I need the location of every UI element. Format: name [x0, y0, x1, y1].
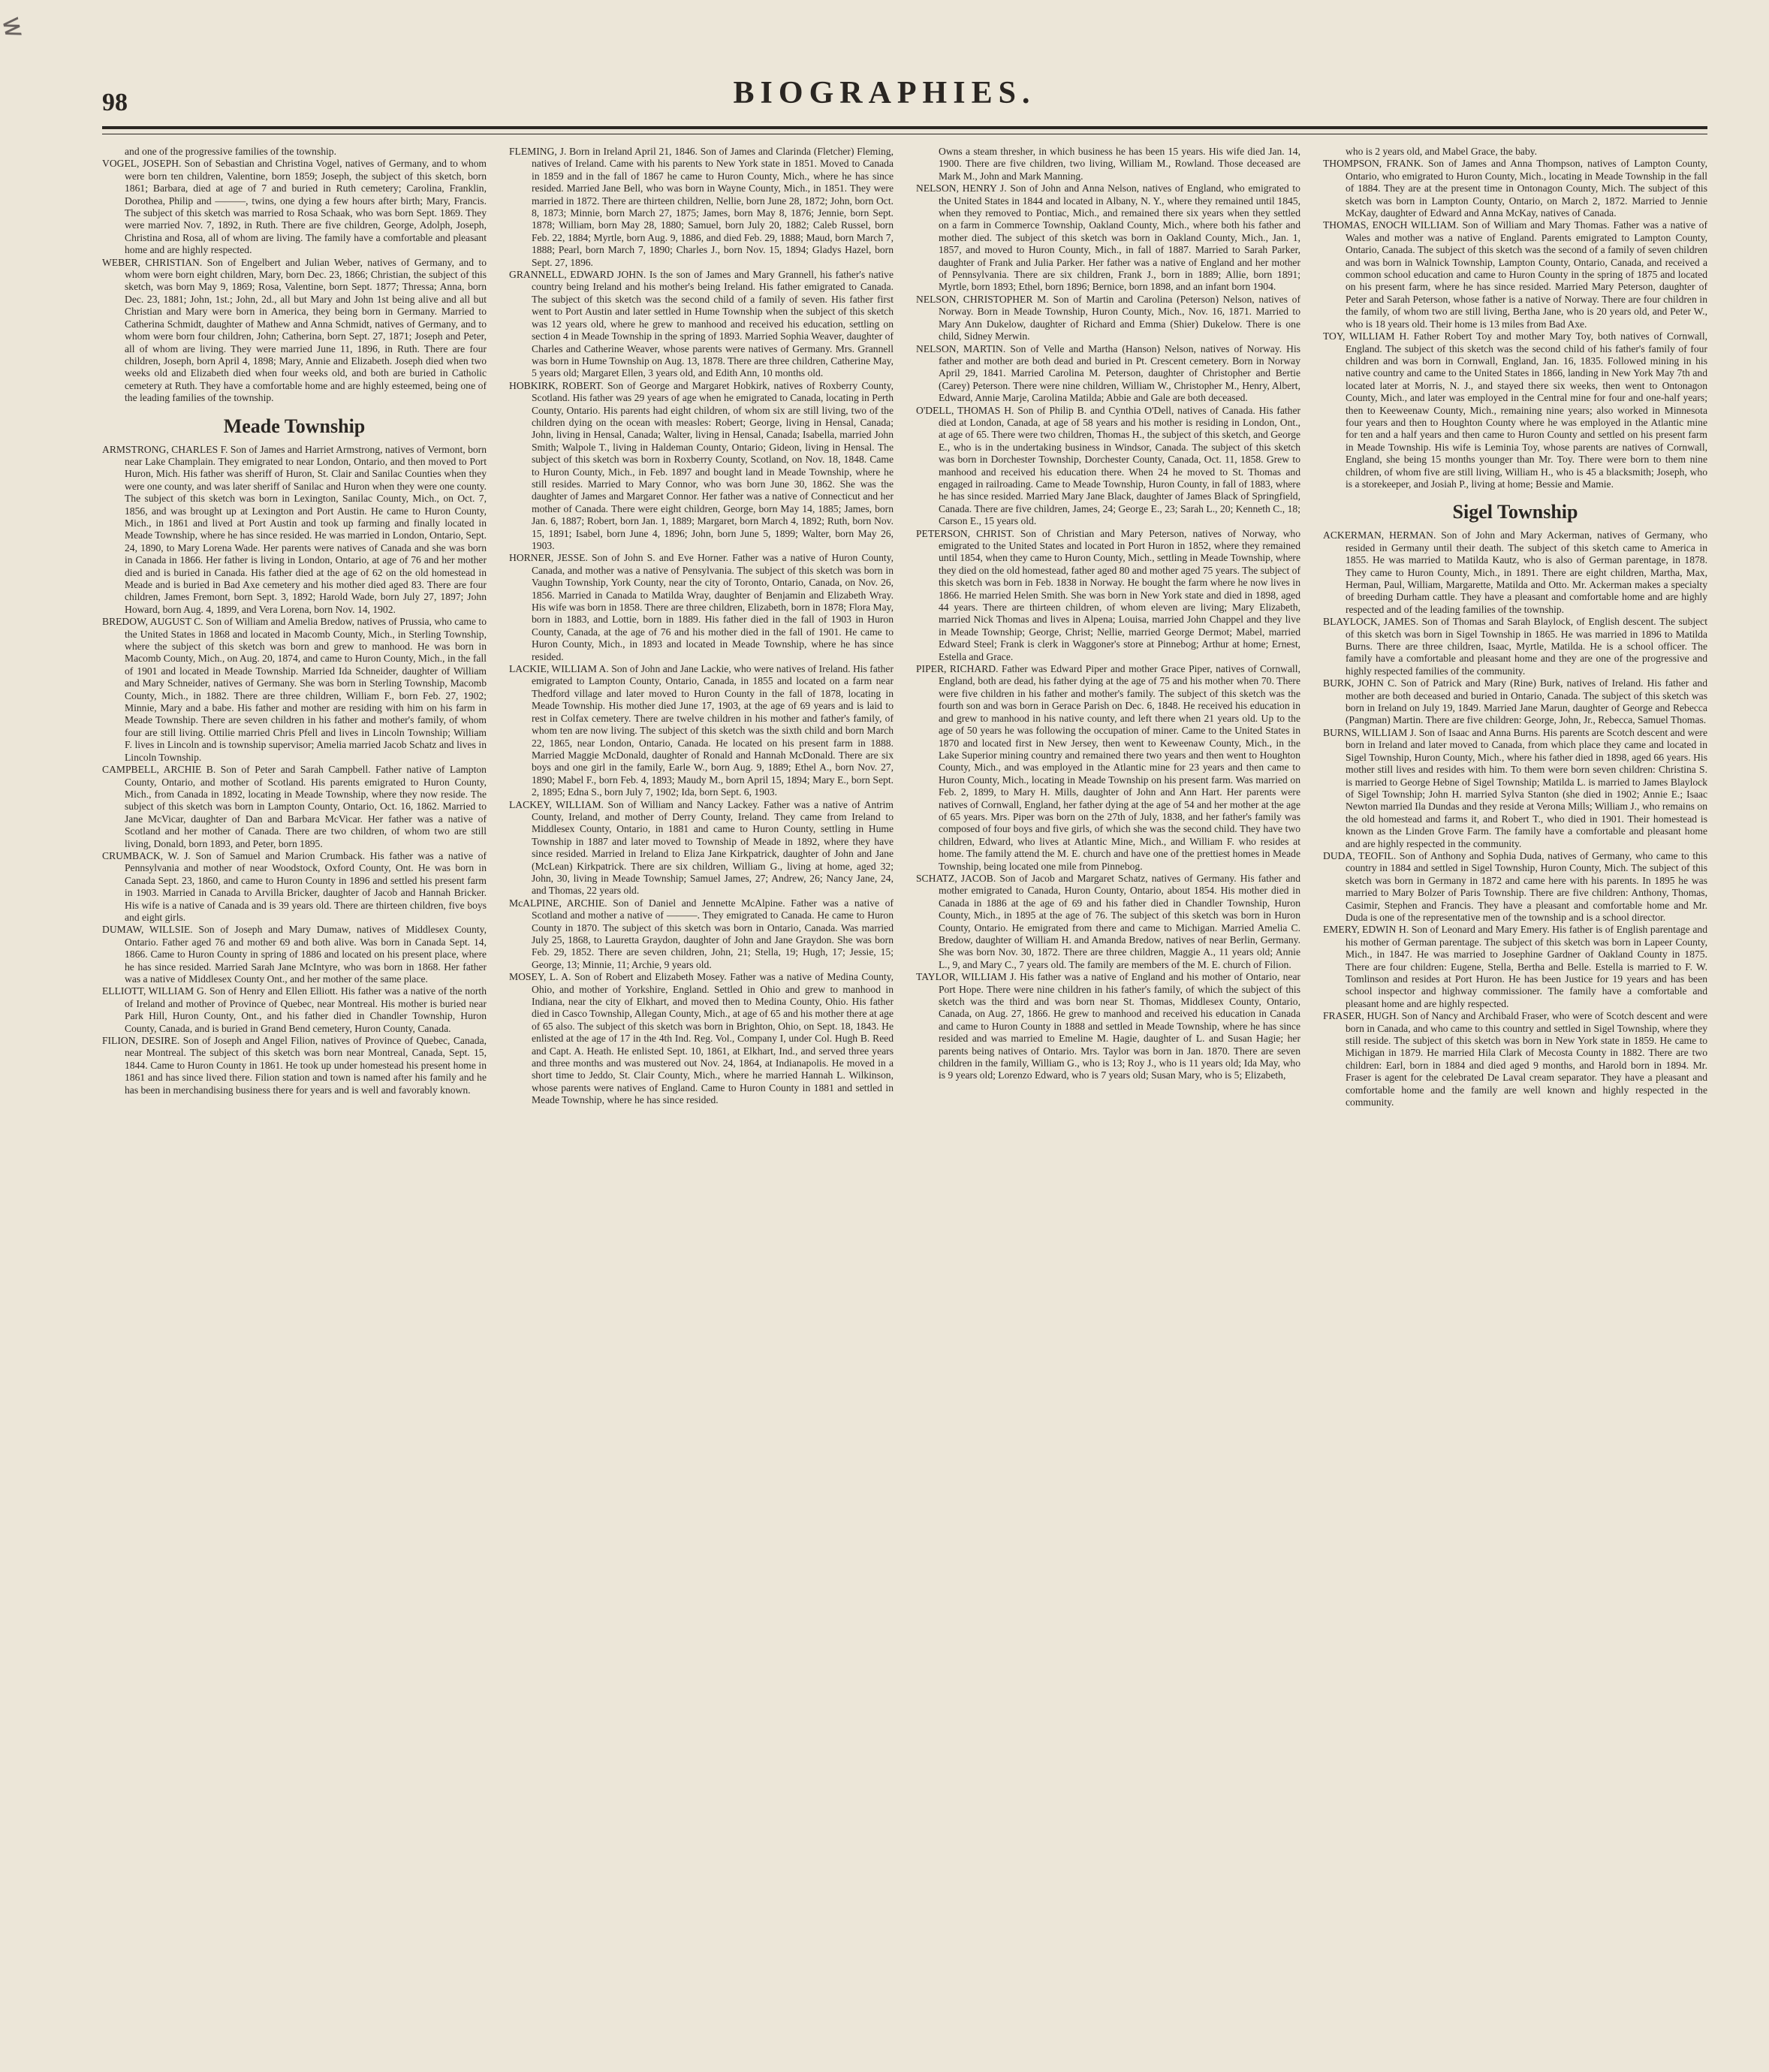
entry-text: Son of William and Mary Thomas. Father was a native of Wales and mother was a native of England. Parents emigrated to Lampton County, Ontario, Canada. The subject of this sketch was the second of a family of seven children and was born in Walnick Township, Lampton County, Ontario, Canada, and received a common school education and came to Huron County in the spring of 1875 and located on his present farm, where he has since resided. Married Mary Peterson, daughter of Peter and Sarah Peterson, whose father is a native of Norway. There are four children in the family, of whom two are still living, Bertha Jane, who is 20 years old, and Peter W., who is 18 years old. Their home is 13 miles from Bad Axe. [1346, 219, 1707, 330]
entry-text: Father Robert Toy and mother Mary Toy, both natives of Cornwall, England. The subject of this sketch was the second child of his father's family of four children and was born in Cornwall, England, Jan. 16, 1835. Followed mining in his native country and came to the United States in 1866, landing in New York May 7th and located later at Morris, N. J., and stayed there six weeks, then went to Ontonagon County, Mich., and later was employed in the Central mine for four and one-half years; then to Keeweenaw County, Mich., remaining nine years; also worked in Minnesota four years and then to Houghton County where he was employed in the Atlantic mine for ten and a half years and then came to Huron County and settled on his present farm in Meade Township. His wife is Leminia Toy, whose parents are natives of Cornwall, England, she being 15 months younger than Mr. Toy. There were born to them nine children, of whom five are still living, William H., who is 45 a blacksmith; Joseph, who is a storekeeper, and Josiah P., living at home; Bessie and Mamie. [1346, 330, 1707, 490]
entry-text: Son of Sebastian and Christina Vogel, natives of Germany, and to whom were born ten children, Valentine, born 1859; Joseph, the subject of this sketch, born 1861; Barbara, died at age of 7 and buried in Ruth cemetery; Carolina, Franklin, Dorothea, Philip and ———, twins, one dying a few hours after birth; Mary, Francis. The subject of this sketch was married to Rosa Schaak, who was born Sept. 1869. They were married Nov. 7, 1892, in Ruth. There are five children, George, Adolph, Joseph, Christina and Rosa, all of whom are living. The family have a comfortable and pleasant home and are highly respected. [125, 158, 487, 256]
biography-entry [916, 663, 1300, 873]
entry-text: Son of John and Mary Ackerman, natives of Germany, who resided in Germany until their death. The subject of this sketch came to America in 1855. He was married to Matilda Kautz, who is also of German parentage, in 1878. They came to Huron County, Mich., in 1891. There are eight children, Martha, Max, Herman, Paul, William, Margarette, Matilda and Otto. Mr. Ackerman makes a specialty of breeding Durham cattle. They have a pleasant and comfortable home and are highly respected and of the leading families of the township. [1346, 529, 1707, 615]
biography-entry [1323, 219, 1707, 330]
entry-name: LACKIE, WILLIAM A. [509, 663, 609, 675]
entry-name: NELSON, HENRY J. [916, 182, 1007, 195]
biography-entry [1323, 727, 1707, 850]
pencil-mark: ᓬ [0, 13, 25, 45]
biography-entry [509, 971, 894, 1106]
biography-entry [509, 552, 894, 663]
column-1 [102, 146, 487, 2053]
continued-text: Owns a steam thresher, in which business he has been 15 years. His wife died Jan. 14, 1900. There are five children, two living, William M., Rowland. Those deceased are Mark M., John and Mark Manning. [939, 146, 1300, 182]
biography-entry [102, 850, 487, 924]
biography-entry [509, 663, 894, 798]
entry-text: Son of Leonard and Mary Emery. His father is of English parentage and his mother of German parentage. The subject of this sketch was born in Lapeer County, Mich., in 1847. He was married to Josephine Gardner of Oakland County in 1875. There are four children: Eugene, Stella, Bertha and Belle. Estella is married to F. W. Tomlinson and resides at Port Huron. He has been Justice for 19 years and has been school inspector and highway commissioner. The family have a comfortable and pleasant home and are highly respected. [1346, 924, 1707, 1009]
entry-name: FILION, DESIRE. [102, 1035, 180, 1047]
entry-name: MOSEY, L. A. [509, 971, 571, 983]
page-number: 98 [102, 89, 128, 116]
entry-text: Son of Daniel and Jennette McAlpine. Father was a native of Scotland and mother a native of ———. They emigrated to Canada. He came to Huron County in 1870. The subject of this sketch was born in Ontario, Canada. Was married July 25, 1868, to Lauretta Graydon, daughter of John and Jane Graydon. She was born Feb. 29, 1852. There are seven children, John, 21; Stella, 19; Hugh, 17; Jessie, 15; George, 13; Minnie, 11; Archie, 9 years old. [532, 897, 894, 970]
entry-name: HOBKIRK, ROBERT. [509, 379, 604, 391]
entry-text: Son of Velle and Martha (Hanson) Nelson, natives of Norway. His father and mother are both dead and buried in Pt. Crescent cemetery. Born in Norway April 29, 1841. Married Carolina M. Peterson, daughter of Christopher and Bertie (Carey) Peterson. There were nine children, William W., Christopher M., Henry, Albert, Edward, Annie Marje, Carolina Matilda; Abbie and Gale are both deceased. [939, 342, 1300, 404]
entry-text: Son of Thomas and Sarah Blaylock, of English descent. The subject of this sketch was born in Sigel Township in 1865. He was married in 1896 to Matilda Burns. There are three children, Isaac, Myrtle, Matilda. He is a school officer. The family have a comfortable and pleasant home and they are one of the progressive and highly respected families of the community. [1346, 616, 1707, 677]
entry-text: Son of George and Margaret Hobkirk, natives of Roxberry County, Scotland. His father was 29 years of age when he emigrated to Canada, locating in Perth County, Ontario. His parents had eight children, of whom six are still living, two of the children dying on the ocean with measles: Robert; George, living in Hensal, Canada; John, living in Hensal, Canada; Walter, living in Hensal, Canada; Isabella, married John Smith; Walpole T., living in Haldeman County, Ontario; Gideon, living in Hensal. The subject of this sketch was born in Roxberry County, Scotland, on Nov. 18, 1848. Came to Huron County, Mich., in Feb. 1897 and bought land in Meade Township, where he still resides. Married to Mary Connor, who was born June 30, 1862. She was the daughter of James and Margaret Connor. Her father was a native of Connecticut and her mother of Canada. There were eight children, George, born May 14, 1885; James, born Jan. 6, 1887; Robert, born Jan. 1, 1889; Margaret, born March 4, 1892; Ruth, born Nov. 15, 1891; Isabel, born June 4, 1896; John, born June 5, 1899; Walter, born May 26, 1903. [532, 379, 894, 551]
continued-text: and one of the progressive families of the township. [125, 146, 337, 157]
entry-name: THOMPSON, FRANK. [1323, 158, 1424, 170]
entry-text: Son of Engelbert and Julian Weber, natives of Germany, and to whom were born eight children, Mary, born Dec. 23, 1866; Christian, the subject of this sketch, was born May 9, 1869; Rosa, Valentine, born Sept. 1877; Thressa; Anna, born Dec. 23, 1881; John, 1st.; John, 2d., all but Mary and John 1st being alive and all but Christian and Mary were born in America, they being born in Germany. Married to Catherina Schmidt, daughter of Mathew and Anna Schmidt, natives of Germany, and to whom were born four children, John; Catherina, born Sept. 27, 1871; Joseph and Peter, all of whom are living. They were married June 11, 1896, in Ruth. There are four children, Joseph, born April 4, 1898; Mary, Annie and Elizabeth. Joseph died when two weeks old and Elizabeth died when four weeks old, and both are buried in Catholic cemetery at Ruth. They have a comfortable home and are highly esteemed, being one of the leading families of the township. [125, 256, 487, 404]
biography-entry [102, 257, 487, 405]
entry-name: PIPER, RICHARD. [916, 663, 999, 675]
entry-name: TAYLOR, WILLIAM J. [916, 971, 1017, 983]
entry-name: VOGEL, JOSEPH. [102, 158, 182, 170]
biography-entry [1323, 1010, 1707, 1108]
biography-entry [916, 528, 1300, 663]
biography-entry [102, 764, 487, 850]
continued-text: who is 2 years old, and Mabel Grace, the baby. [1346, 146, 1538, 157]
entry-name: ACKERMAN, HERMAN. [1323, 529, 1436, 541]
entry-text: Son of James and Harriet Armstrong, natives of Vermont, born near Lake Champlain. They emigrated to near London, Ontario, and then moved to Port Huron, Mich. His father was sheriff of Huron, St. Clair and Sanilac Counties when they were one county, and was later sheriff of Sanilac and Huron when they were one county. The subject of this sketch was born in Lexington, Sanilac County, Mich., on Oct. 7, 1856, and was brought up at Lexington and Port Austin. He came to Huron County, Mich., in 1861 and lived at Port Austin and took up farming and finally located in Meade Township, where he has since resided. He was married in London, Ontario, Sept. 24, 1890, to Mary Lorena Wade. Her parents were natives of Canada and she was born in Canada in 1866. Her father is living in London, Ontario, at age of 76 and her mother died and is buried in Canada. His father died at the age of 62 on the old homestead in Meade and is buried in Bad Axe cemetery and his mother died aged 83. There are four children, James Fremont, born Sept. 3, 1892; Harold Wade, born July 27, 1897; John Howard, born Aug. 4, 1899, and Vera Lorena, born Nov. 14, 1902. [125, 443, 487, 615]
biography-entry [102, 924, 487, 985]
section-heading: Sigel Township [1452, 501, 1578, 523]
entry-name: DUDA, TEOFIL. [1323, 849, 1397, 861]
column-2 [509, 146, 894, 2053]
entry-text: Son of William and Nancy Lackey. Father was a native of Antrim County, Ireland, and mother of Derry County, Ireland. They came from Ireland to Middlesex County, Ontario, in 1881 and came to Huron County, settling in Hume Township in 1887 and later moved to Township of Meade in 1892, where they have since resided. Married in Ireland to Eliza Jane Kirkpatrick, daughter of John and Jane (McLean) Kirkpatrick. There are six children, William G., living at home, aged 32; John, 30, living in Meade Township; Samuel James, 27; Andrew, 26; Nancy Jane, 24, and Thomas, 22 years old. [532, 798, 894, 897]
biography-entry [916, 294, 1300, 343]
entry-name: BLAYLOCK, JAMES. [1323, 616, 1419, 628]
text-columns [102, 146, 1707, 2053]
entry-name: CRUMBACK, W. J. [102, 849, 191, 861]
biography-entry [916, 343, 1300, 405]
entry-name: NELSON, MARTIN. [916, 342, 1006, 354]
entry-name: LACKEY, WILLIAM. [509, 798, 604, 810]
entry-name: HORNER, JESSE. [509, 552, 588, 564]
entry-text: Son of Joseph and Angel Filion, natives of Province of Quebec, Canada, near Montreal. The subject of this sketch was born near Montreal, Canada, Sept. 15, 1844. Came to Huron County in 1861. He took up under homestead his present home in 1861 and has since lived there. Filion station and town is named after his family and he has been in merchandising business there for years and is well and favorably known. [125, 1035, 487, 1096]
entry-text: Is the son of James and Mary Grannell, his father's native country being Ireland and his mother's being Ireland. His father emigrated to Canada. The subject of this sketch was the second child of a family of seven. His father first went to Port Austin and later settled in Hume Township when the subject of this sketch was 12 years old, where he grew to manhood and received his education, settling on section 4 in Meade Township in the spring of 1893. Married Sophia Weaver, daughter of Charles and Catherine Weaver, whose parents were natives of Germany. Mrs. Grannell was born in Hume Township on Aug. 13, 1878. There are three children, Catherine May, 5 years old; Margaret Ellen, 3 years old, and Edith Ann, 10 months old. [532, 269, 894, 379]
entry-text: Son of Anthony and Sophia Duda, natives of Germany, who came to this country in 1884 and settled in Sigel Township, Huron County, Mich. The subject of this sketch was born in Germany in 1872 and came here with his parents. In 1895 he was married to Mary Bolzer of Paris Township. There are five children: Anthony, Thomas, Casimir, Stephen and Francis. They have a pleasant and comfortable home and Mr. Duda is one of the representative men of the township and is a school director. [1346, 849, 1707, 923]
entry-name: PETERSON, CHRIST. [916, 527, 1014, 539]
entry-text: Son of Nancy and Archibald Fraser, who were of Scotch descent and were born in Canada, and who came to this country and settled in Sigel Township, where they still reside. The subject of this sketch was born in New York state in 1859. He came to Michigan in 1879. He married Hila Clark of Mecosta County in 1882. There are two children: Earl, born in 1884 and died aged 9 months, and Harold born in 1894. Mr. Fraser is agent for the celebrated De Laval cream separator. They have a pleasant and comfortable home and the family are well known and highly respected in the community. [1346, 1010, 1707, 1108]
entry-name: O'DELL, THOMAS H. [916, 404, 1014, 416]
entry-text: Born in Ireland April 21, 1846. Son of James and Clarinda (Fletcher) Fleming, natives of Ireland. Came with his parents to New York state in 1851. Moved to Canada in 1859 and in the fall of 1867 he came to Huron County, Mich., where he has since resided. Married Jane Bell, who was born in Wayne County, Mich., in 1851. They were married in 1872. There are thirteen children, Nellie, born June 28, 1872; John, born Oct. 8, 1873; Minnie, born March 27, 1875; James, born May 8, 1876; Jennie, born Sept. 1878; William, born May 28, 1880; Samuel, born July 20, 1882; Caleb Russel, born Feb. 22, 1884; Myrtle, born Aug. 9, 1886, and died Feb. 29, 1888; Maud, born March 7, 1888; Pearl, born March 7, 1890; Charles J., born Nov. 15, 1894; Gladys Hazel, born Sept. 27, 1896. [532, 146, 894, 268]
entry-text: Son of Henry and Ellen Elliott. His father was a native of the north of Ireland and mother of Province of Quebec, near Montreal. His mother is buried near Park Hill, Huron County, Ont., and his father died in Chandler Township, Huron County, Canada, and is buried in Grand Bend cemetery, Huron County, Canada. [125, 985, 487, 1034]
entry-name: DUMAW, WILLSIE. [102, 924, 193, 936]
biography-entry [1323, 330, 1707, 490]
entry-text: Son of Jacob and Margaret Schatz, natives of Germany. His father and mother emigrated to Canada, Huron County, Ontario, about 1854. His mother died in Canada in 1886 at the age of 69 and his father died in Chandler Township, Huron County, Mich., in 1895 at the age of 76. The subject of this sketch was born in Huron County, Ontario. He emigrated from there and came to Michigan. Married Amelia C. Bredow, daughter of William H. and Amanda Bredow, natives of near Berlin, Germany. She was born Nov. 30, 1872. There are three children, Maggie A., 11 years old; Annie L., 9, and Mary C., 7 years old. The family are members of the M. E. church of Filion. [939, 872, 1300, 970]
biography-entry [1323, 850, 1707, 924]
column-4 [1323, 146, 1707, 2053]
entry-text: Son of John S. and Eve Horner. Father was a native of Huron County, Canada, and mother was a native of Pensylvania. The subject of this sketch was born in Vaughn Township, York County, near the city of Toronto, Ontario, Canada, on Nov. 26, 1856. Married in Canada to Matilda Wray, daughter of Benjamin and Elizabeth Wray. His wife was born in 1858. There are three children, Elizabeth, born in 1878; Flora May, born in 1883, and Lottie, born in 1889. His father died in the fall of 1903 in Huron County, Canada, at the age of 76 and his mother died in the fall of 1901. He came to Huron County, Mich., in 1893 and located in Meade Township, where he has since resided. [532, 552, 894, 662]
entry-name: GRANNELL, EDWARD JOHN. [509, 269, 646, 281]
entry-name: WEBER, CHRISTIAN. [102, 256, 203, 268]
entry-text: Son of William and Amelia Bredow, natives of Prussia, who came to the United States in 1868 and located in Macomb County, Mich., in Sterling Township, where the subject of this sketch was born and grew to manhood. He was born in Macomb County, Mich., on Aug. 20, 1874, and came to Huron County, Mich., in the fall of 1901 and located in Meade Township. Married Ida Schneider, daughter of William and Mary Schneider, natives of Germany. She was born in Sterling Township, Macomb County, Mich., in 1882. There are three children, William F., born Feb. 27, 1902; Minnie, Mary and a babe. His father and mother are residing with him on his farm in Meade Township. There are seven children in his father and mother's family, of whom four are still living. Ottilie married Chris Pfell and lives in Lincoln Township; William F. lives in Lincoln and is township supervisor; Amelia married Jacob Schatz and lives in Lincoln Township. [125, 616, 487, 763]
entry-text: Son of John and Anna Nelson, natives of England, who emigrated to the United States in 1844 and located in Albany, N. Y., where they remained until 1845, when they removed to Pontiac, Mich., and remained there six years when they settled on a farm in Commerce Township, Oakland County, Mich., where both his father and mother died. The subject of this sketch was born in Oakland County, Mich., Jan. 1, 1857, and moved to Huron County, Mich., in fall of 1887. Married to Sarah Parker, daughter of Frank and Julia Parker. Her father was a native of England and her mother of Pennsylvania. There are six children, Frank J., born in 1889; Allie, born 1891; Myrtle, born 1893; Ethel, born 1896; Bernice, born 1898, and an infant born 1904. [939, 182, 1300, 293]
biography-entry [1323, 616, 1707, 677]
biography-entry [916, 971, 1300, 1082]
biography-entry [916, 182, 1300, 294]
entry-text: Son of Robert and Elizabeth Mosey. Father was a native of Medina County, Ohio, and mother of Yorkshire, England. Settled in Ohio and grew to manhood in Indiana, near the city of Elkhart, and moved then to Medina County, Ohio. His father died in Casco Township, Allegan County, Mich., at age of 65 and his mother there at age of 65 also. The subject of this sketch was born in Brighton, Ohio, on Sept. 18, 1843. He enlisted at the age of 17 in the 4th Ind. Reg. Vol., Company I, under Col. Hugh B. Reed and Capt. A. Heath. He enlisted Sept. 10, 1861, at Elkhart, Ind., and served three years and three months and was mustered out Nov. 24, 1864, at Indianapolis. He moved in a short time to Jeddo, St. Clair County, Mich., where he married Hannah L. Wilkinson, whose parents were natives of England. Came to Huron County in 1881 and settled in Meade Township, where he has since resided. [532, 971, 894, 1106]
header-rule-thick [102, 126, 1707, 129]
entry-text: Son of Patrick and Mary (Rine) Burk, natives of Ireland. His father and mother are both deceased and buried in Ontario, Canada. The subject of this sketch was born in Ireland on July 19, 1849. Married Jane Marun, daughter of George and Rebecca (Pangman) Martin. There are five children: George, John, Jr., Rebecca, Samuel Thomas. [1346, 677, 1707, 726]
entry-name: BURNS, WILLIAM J. [1323, 726, 1417, 738]
biography-entry [509, 380, 894, 553]
entry-name: FLEMING, J. [509, 146, 567, 157]
section-heading: Meade Township [223, 415, 366, 437]
entry-text: Father was Edward Piper and mother Grace Piper, natives of Cornwall, England, both are dead, his father dying at the age of 75 and his mother when 70. There were five children in his father and mother's family. The subject of this sketch was the fourth son and was born in Gerace Parish on Dec. 6, 1848. He received his education in and grew to manhood in his native county, and left there when 21 years old. Up to the age of 50 years he was following the occupation of miner. Came to the United States in 1870 and located first in New Jersey, then went to Keweenaw County, Mich., in the Lake Superior mining country and remained there two years and then went to Houghton County, Mich., and was employed in the Atlantic mine for 23 years and then came to Huron County, Mich., locating in Meade Township on his present farm. Was married on Feb. 2, 1899, to Mary H. Mills, daughter of John and Ann Hart. Her parents were natives of Cornwall, England, her father dying at the age of 54 and her mother at the age of 65 years. Mrs. Piper was born on the 27th of July, 1838, and her father's family was composed of four boys and five girls, of which she was the second child. They have two children, Edward, who lives at Atlantic Mine, Mich., and William F. who resides at home. The family attend the M. E. church and have one of the prettiest homes in Meade Township, being located one mile from Pinnebog. [939, 663, 1300, 872]
biography-entry [509, 146, 894, 269]
biography-entry [1323, 529, 1707, 616]
entry-text: Son of Christian and Mary Peterson, natives of Norway, who emigrated to the United States and located in Port Huron in 1852, where they remained until 1854, when they came to Huron County, Mich., settling in Meade Township, where they died on the old homestead, father aged 80 and mother aged 75 years. The subject of this sketch was born in Feb. 1838 in Norway. He bought the farm where he now lives in 1866. He married Helen Smith. She was born in New York state and died in 1898, aged 44 years. There are thirteen children, of whom eleven are living; Mary Elizabeth, married Nick Thomas and lives in Alpena; Louisa, married John Chappel and they live in Meade Township; George, Christ; Nellie, married George Dermot; Mabel, married Edward Steel; Frank is clerk in Waggoner's store at Pinnebog; Arthur at home; Ernest, Estella and Grace. [939, 527, 1300, 662]
entry-text: Son of Isaac and Anna Burns. His parents are Scotch descent and were born in Ireland and later moved to Canada, from which place they came and located in Sigel Township, Huron County, Mich., where his father died in 1898, aged 66 years. His mother still lives and resides with him. To them were born seven children: Christina S. is married to George Hebne of Sigel Township; Matilda L. is married to James Blaylock of Sigel Township; John H. married Sylva Stanton (she died in 1902; Annie E.; Isaac Newton married Ila Dundas and they reside at Verona Mills; William J., who remains on the old homestead and farms it, and Robert T., who died in 1901. Their homestead is known as the Linden Grove Farm. The family have a comfortable and pleasant home and are highly respected in the community. [1346, 726, 1707, 849]
biography-entry [916, 405, 1300, 528]
entry-name: EMERY, EDWIN H. [1323, 924, 1409, 936]
entry-name: BREDOW, AUGUST C. [102, 616, 203, 628]
biography-entry [102, 985, 487, 1035]
entry-name: TOY, WILLIAM H. [1323, 330, 1409, 342]
entry-text: Son of John and Jane Lackie, who were natives of Ireland. His father emigrated to Lampton County, Ontario, Canada, in 1855 and located on a farm near Thedford village and later moved to Huron County in the fall of 1878, locating in Meade Township. His mother died June 17, 1903, at the age of 69 years and is laid to rest in Colfax cemetery. There are twelve children in his mother and father's family, of whom ten are now living. The subject of this sketch was the sixth child and born March 22, 1865, near London, Ontario, Canada. He located on his present farm in 1888. Married Maggie McDonald, daughter of Ronald and Hannah McDonald. There are six boys and one girl in the family, Earle W., born Aug. 9, 1889; Ethel A., born Nov. 27, 1890; Mabel F., born Feb. 4, 1893; Maudy M., born April 15, 1894; Mary E., born Sept. 2, 1895; Edna S., born July 7, 1902; Ida, born Sept. 6, 1903. [532, 663, 894, 798]
biography-entry [1323, 924, 1707, 1010]
biography-entry [102, 616, 487, 764]
biography-entry [916, 873, 1300, 971]
entry-text: Son of Martin and Carolina (Peterson) Nelson, natives of Norway. Born in Meade Township, Huron County, Mich., Nov. 16, 1871. Married to Mary Ann Dukelow, daughter of Richard and Emma (Shier) Dukelow. There is one child, Sidney Merwin. [939, 293, 1300, 342]
running-head: BIOGRAPHIES. [733, 76, 1036, 110]
biography-entry [509, 799, 894, 897]
entry-name: THOMAS, ENOCH WILLIAM. [1323, 219, 1459, 231]
entry-text: Son of James and Anna Thompson, natives of Lampton County, Ontario, who emigrated to Huron County, Mich., locating in Meade Township in the fall of 1884. They are at the present time in Ontonagon County, Mich. The subject of this sketch was born in Lampton County, Ontario, on March 2, 1872. Married to Jennie McKay, daughter of Edward and Anna McKay, natives of Canada. [1346, 158, 1707, 219]
entry-text: Son of Peter and Sarah Campbell. Father native of Lampton County, Ontario, and mother of Scotland. His parents emigrated to Huron County, Mich., from Canada in 1892, locating in Meade Township, where they now reside. The subject of this sketch was born in Lampton County, Ontario, Oct. 16, 1862. Married to Jane McVicar, daughter of Dan and Barbara McVicar. Her father was a native of Scotland and her mother of Canada. There are two children, of whom two are still living, Donald, born 1893, and Peter, born 1895. [125, 764, 487, 849]
entry-name: SCHATZ, JACOB. [916, 872, 996, 884]
entry-text: Son of Philip B. and Cynthia O'Dell, natives of Canada. His father died at London, Canada, at age of 58 years and his mother is residing in London, Ont., at age of 65. There were two children, Thomas H., the subject of this sketch, and George E., who is in the undertaking business in Windsor, Canada. The subject of this sketch was born in Dorchester Township, Dorchester County, Canada, Oct. 11, 1858. Grew to manhood and received his education there. When 24 he moved to St. Thomas and engaged in railroading. Came to Meade Township, Huron County, in fall of 1883, where he has since resided. Married Mary Jane Black, daughter of James Black of Springfield, Canada. There are five children, James, 24; George E., 23; Sarah L., 20; Kenneth C., 18; Carson E., 15 years old. [939, 404, 1300, 527]
biography-entry [1323, 677, 1707, 727]
entry-name: BURK, JOHN C. [1323, 677, 1397, 689]
entry-name: ARMSTRONG, CHARLES F. [102, 443, 228, 455]
entry-text: His father was a native of England and his mother of Ontario, near Port Hope. There were nine children in his father's family, of which the subject of this sketch was the third and was born near St. Thomas, Middlesex County, Ontario, Canada, on Aug. 27, 1866. He grew to manhood and received his education in Canada and came to Huron County in 1888 and settled in Meade Township, where he has since resided and was married to Emeline M. Hagie, daughter of L. and Susan Hagie; her parents being natives of Ontario. Mrs. Taylor was born in Jan. 1870. There are seven children in the family, William G., who is 13; Roy J., who is 11 years old; Ida May, who is 9 years old; Lorenzo Edward, who is 7 years old; Susan Mary, who is 5; Elizabeth, [939, 971, 1300, 1081]
column-3 [916, 146, 1300, 2053]
entry-name: NELSON, CHRISTOPHER M. [916, 293, 1049, 305]
entry-text: Son of Joseph and Mary Dumaw, natives of Middlesex County, Ontario. Father aged 76 and mother 69 and both alive. Was born in Canada Sept. 14, 1866. Came to Huron County in spring of 1886 and located on his present place, where he has since resided. Married Sarah Jane McIntyre, who was born in 1868. Her father was a native of Middlesex County Ont., and her mother of the same place. [125, 924, 487, 985]
entry-name: CAMPBELL, ARCHIE B. [102, 764, 216, 776]
biography-entry [102, 444, 487, 617]
biography-entry [102, 1035, 487, 1096]
biography-entry [509, 897, 894, 971]
biography-entry [509, 269, 894, 380]
entry-name: McALPINE, ARCHIE. [509, 897, 607, 909]
biography-entry [1323, 158, 1707, 219]
entry-name: FRASER, HUGH. [1323, 1010, 1400, 1022]
entry-text: Son of Samuel and Marion Crumback. His father was a native of Pennsylvania and mother of near Woodstock, Oxford County, Ont. He was born in Canada Sept. 23, 1860, and came to Huron County in 1896 and settled his present farm in 1903. Married in Canada to Arvilla Bricker, daughter of Jacob and Hannah Bricker. His wife is a native of Canada and is 39 years old. There are thirteen children, five boys and eight girls. [125, 849, 487, 923]
entry-name: ELLIOTT, WILLIAM G. [102, 985, 207, 997]
biography-entry [102, 158, 487, 256]
